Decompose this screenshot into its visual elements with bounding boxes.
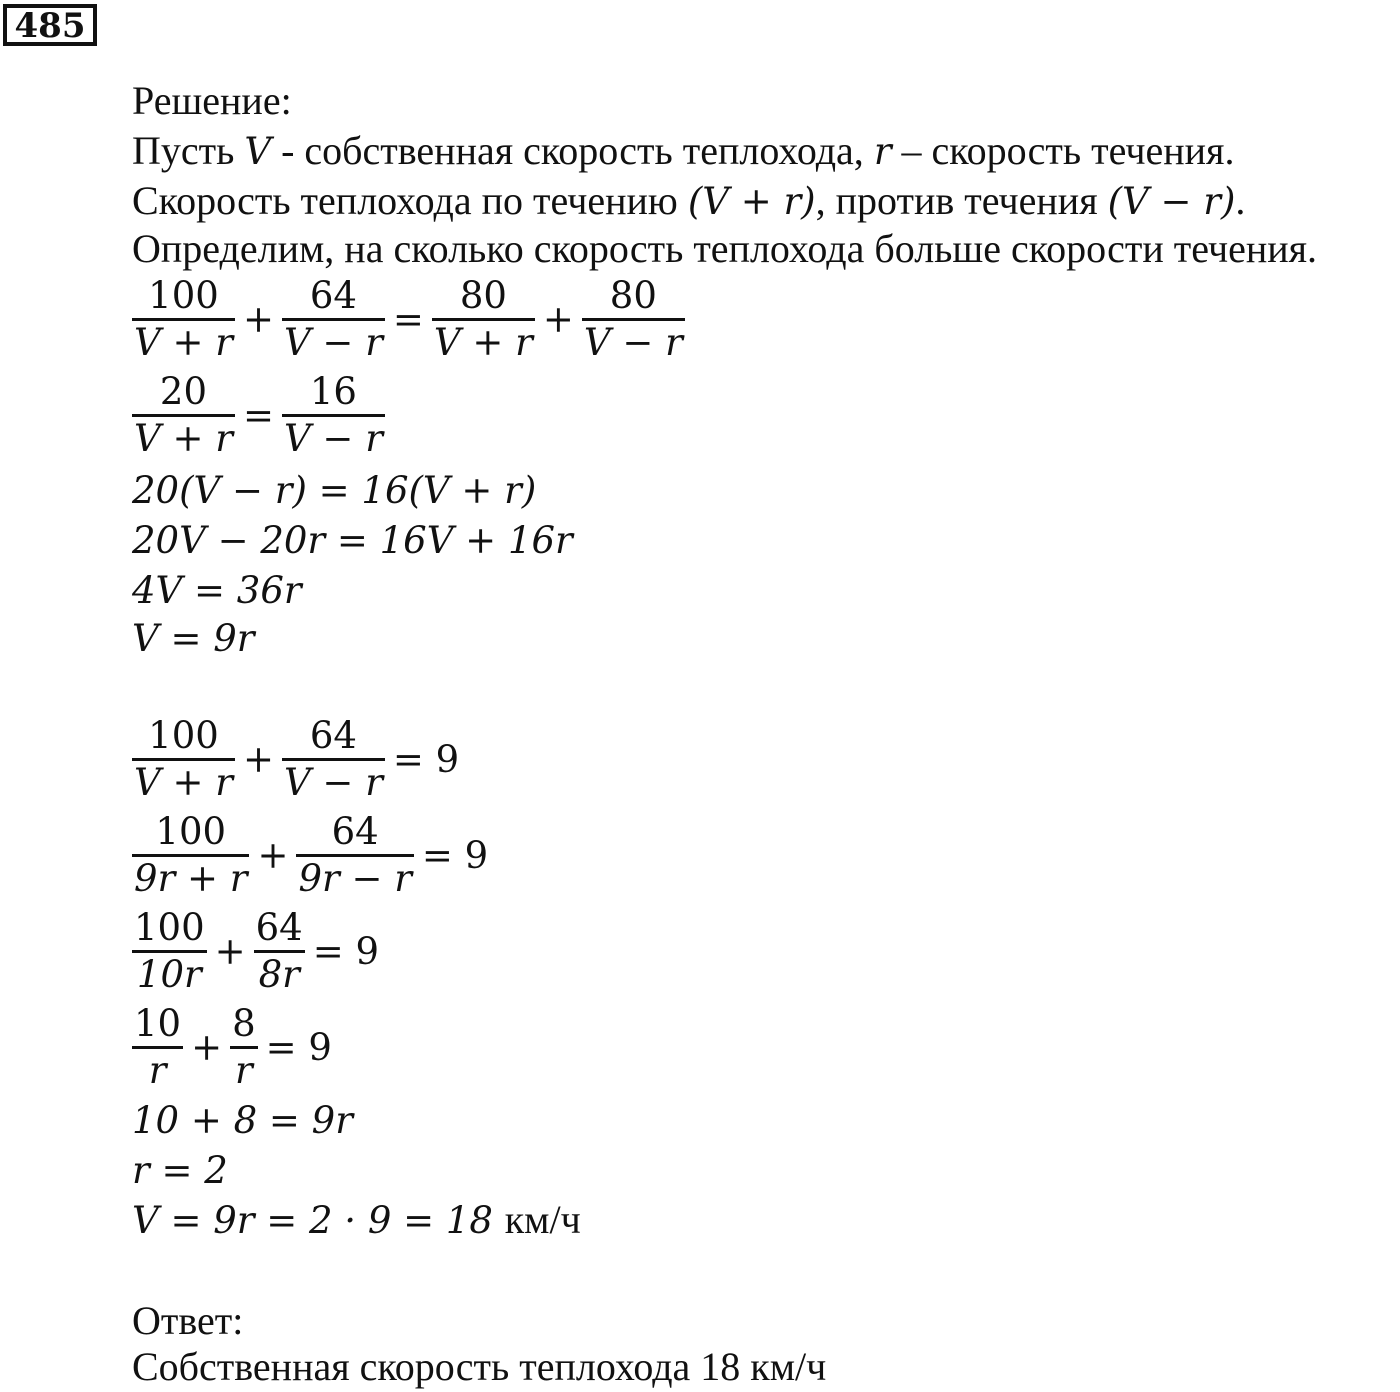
numerator: 16: [309, 370, 357, 413]
numerator: 100: [148, 274, 219, 317]
final-equation: [132, 1196, 581, 1246]
fraction: [582, 274, 685, 365]
numerator: 64: [309, 274, 357, 317]
fraction: [132, 274, 235, 365]
denominator: V + r: [134, 417, 233, 460]
equation-5: [132, 906, 387, 997]
fraction: [132, 370, 235, 461]
operator: =: [242, 393, 274, 437]
intro-line-2: [132, 176, 1245, 227]
equation-6: [132, 1002, 340, 1093]
operator: +: [257, 833, 289, 877]
equation-line: 20V − 20r = 16V + 16r: [132, 519, 573, 562]
numerator: 8: [232, 1002, 256, 1045]
text: .: [1235, 178, 1246, 223]
operator: =: [392, 297, 424, 341]
equation-line: 4V = 36r: [132, 569, 302, 612]
denominator: 9r − r: [298, 857, 412, 900]
fraction: [132, 1002, 183, 1093]
solution-heading: Решение:: [132, 78, 292, 123]
problem-number: 485: [3, 4, 97, 46]
equation-line: 10 + 8 = 9r: [132, 1099, 353, 1142]
denominator: V + r: [134, 321, 233, 364]
fraction: [282, 714, 385, 805]
expr-downstream: (V + r): [687, 180, 816, 223]
denominator: 8r: [258, 953, 300, 996]
fraction: [254, 906, 305, 997]
final-math: V = 9r = 2 · 9 = 18: [132, 1199, 505, 1242]
answer-text: Собственная скорость теплохода 18 км/ч: [132, 1344, 827, 1389]
equation-tail: = 9: [265, 1025, 332, 1069]
var-v: V: [244, 130, 272, 173]
unit: км/ч: [504, 1197, 581, 1242]
numerator: 80: [459, 274, 507, 317]
equation-1: [132, 274, 685, 365]
text: – скорость течения.: [891, 128, 1235, 173]
intro-line-1: [132, 126, 1234, 177]
equation-tail: = 9: [421, 833, 489, 877]
numerator: 10: [134, 1002, 182, 1045]
fraction: [132, 906, 207, 997]
equation-line: 20(V − r) = 16(V + r): [132, 469, 537, 512]
denominator: V + r: [433, 321, 533, 364]
equation-tail: = 9: [392, 737, 460, 781]
text: , против течения: [815, 178, 1108, 223]
fraction: [296, 810, 413, 901]
var-r: r: [873, 130, 892, 173]
equation-tail: = 9: [312, 929, 380, 973]
denominator: r: [148, 1049, 167, 1092]
operator: +: [214, 929, 246, 973]
intro-line-3: Определим, на сколько скорость теплохода больше скорости течения.: [132, 226, 1318, 271]
text: - собственная скорость теплохода,: [271, 128, 874, 173]
fraction: [282, 370, 385, 461]
answer-label: Ответ:: [132, 1298, 244, 1343]
numerator: 20: [159, 370, 208, 413]
numerator: 80: [609, 274, 657, 317]
denominator: 10r: [136, 953, 202, 996]
text: Скорость теплохода по течению: [132, 178, 688, 223]
equation-line: V = 9r: [132, 617, 255, 660]
operator: +: [542, 297, 574, 341]
numerator: 100: [155, 810, 227, 853]
operator: +: [191, 1025, 223, 1069]
fraction: [432, 274, 535, 365]
denominator: V − r: [283, 417, 383, 460]
fraction: [132, 810, 249, 901]
equation-line: r = 2: [132, 1149, 228, 1192]
equation-3: [132, 714, 467, 805]
operator: +: [242, 737, 274, 781]
denominator: V + r: [134, 761, 233, 804]
numerator: 64: [331, 810, 379, 853]
denominator: V − r: [283, 761, 383, 804]
denominator: 9r + r: [134, 857, 248, 900]
equation-2: [132, 370, 385, 461]
numerator: 64: [309, 714, 357, 757]
fraction: [282, 274, 385, 365]
numerator: 100: [134, 906, 205, 949]
denominator: r: [235, 1049, 253, 1092]
fraction: [132, 714, 235, 805]
denominator: V − r: [583, 321, 683, 364]
expr-upstream: (V − r): [1107, 180, 1236, 223]
denominator: V − r: [283, 321, 383, 364]
operator: +: [242, 297, 274, 341]
text: Пусть: [132, 128, 245, 173]
fraction: [230, 1002, 258, 1093]
equation-4: [132, 810, 496, 901]
numerator: 64: [255, 906, 303, 949]
numerator: 100: [148, 714, 219, 757]
